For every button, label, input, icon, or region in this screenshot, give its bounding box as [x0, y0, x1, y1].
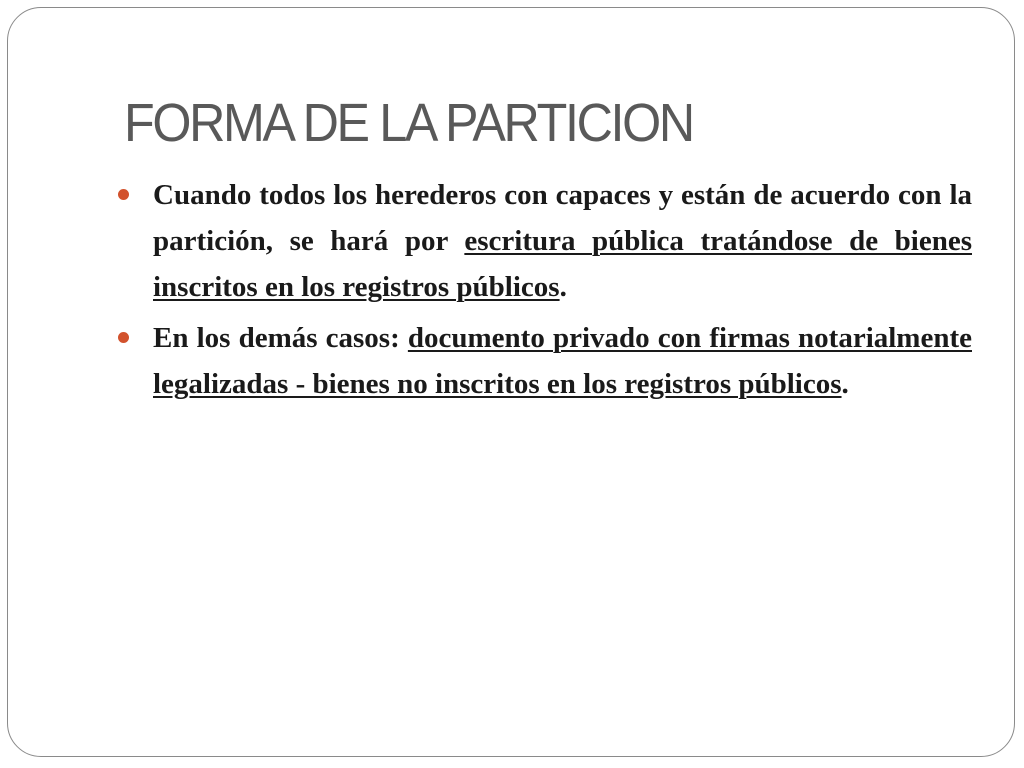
- bullet-underlined-text: documento privado con firmas notarialmente legalizadas - bienes no inscritos en los registros públicos: [153, 321, 972, 400]
- bullet-item: [116, 315, 972, 407]
- bullet-item: [116, 172, 972, 311]
- bullet-dot-icon: [118, 189, 129, 200]
- bullet-dot-icon: [118, 332, 129, 343]
- bullet-text: En los demás casos:: [153, 321, 408, 354]
- bullet-text-end: .: [841, 367, 849, 400]
- bullet-underlined-text: escritura pública tratándose de bienes inscritos en los registros públicos: [153, 225, 972, 304]
- slide-frame: [7, 7, 1015, 757]
- bullet-text-end: .: [559, 271, 567, 304]
- bullet-list: [116, 172, 972, 411]
- slide-title: FORMA DE LA PARTICION: [124, 93, 693, 153]
- bullet-text: Cuando todos los herederos con capaces y están de acuerdo con la partición, se hará por: [153, 179, 972, 258]
